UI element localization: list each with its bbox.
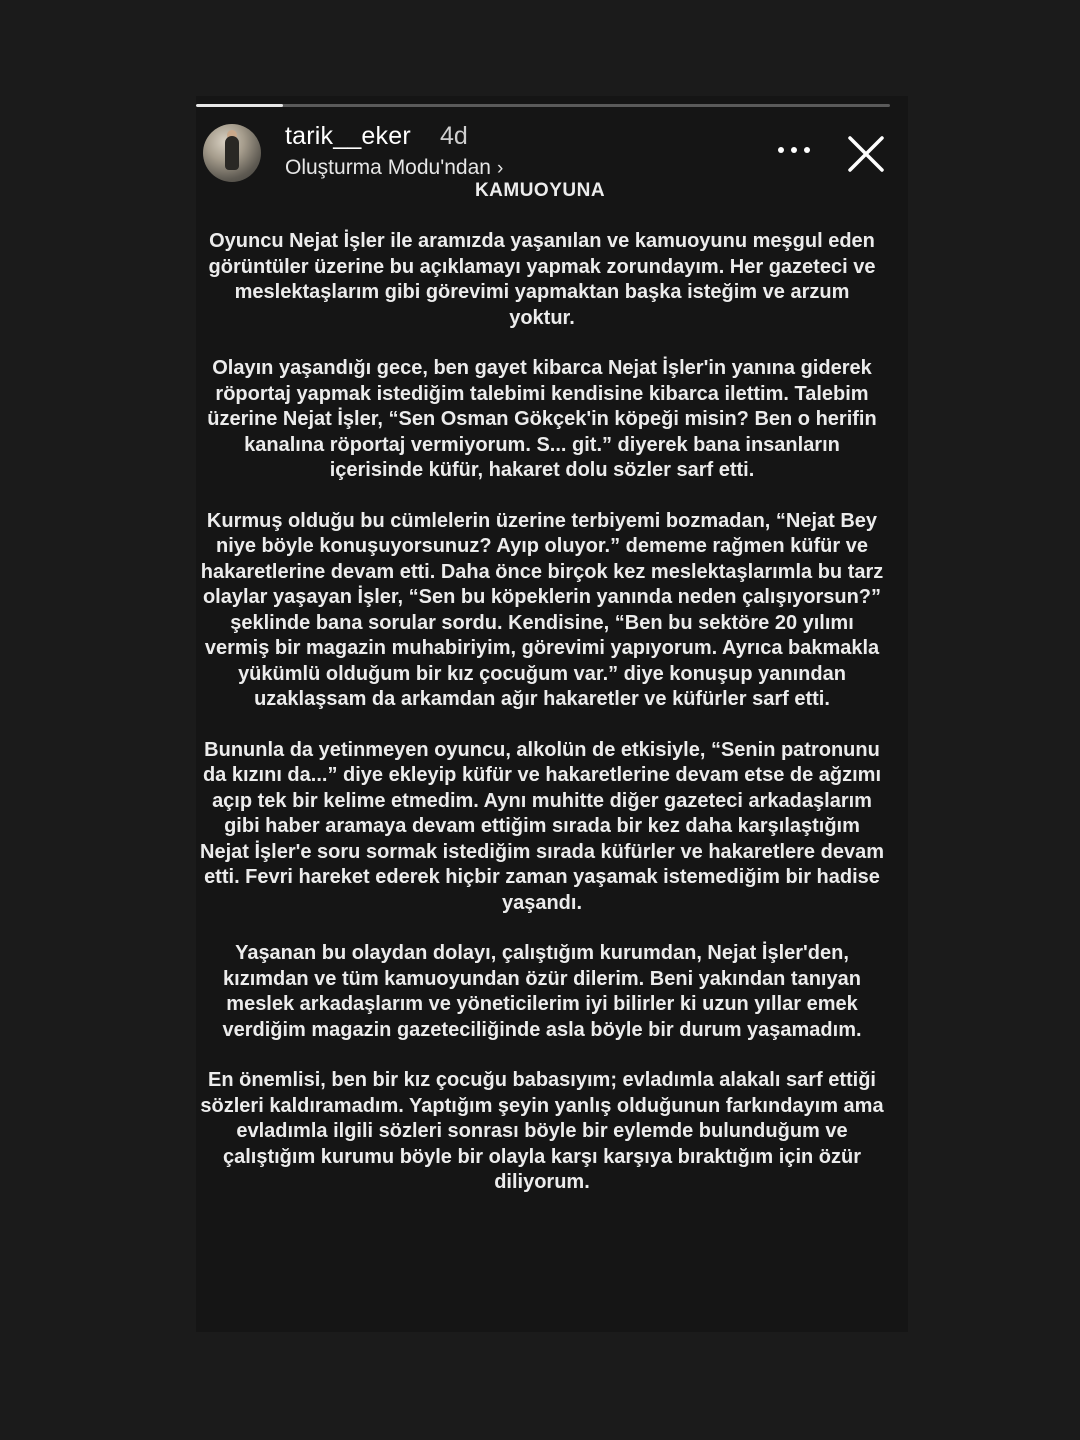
more-dot bbox=[778, 147, 784, 153]
creation-mode-label: Oluşturma Modu'ndan bbox=[285, 156, 491, 179]
post-time: 4d bbox=[440, 122, 468, 150]
more-dot bbox=[791, 147, 797, 153]
close-icon[interactable] bbox=[846, 134, 886, 174]
statement-paragraph: Oyuncu Nejat İşler ile aramızda yaşanılan ve kamuoyunu meşgul eden görüntüler üzerine bu açıklamayı yapmak zorundayım. Her gazeteci ve meslektaşlarım gibi görevimi yapmaktan başka isteğim ve arzum yoktur. bbox=[208, 230, 876, 329]
statement-paragraph: Bununla da yetinmeyen oyuncu, alkolün de etkisiyle, “Senin patronunu da kızını da...” diye ekleyip küfür ve hakaretlerine devam etse de ağzımı açıp tek bir kelime etmedim. Aynı muhitte diğer gazeteci arkadaşlarım gibi haber aramaya devam ettiğim sırada bir kez daha karşılaştığım Nejat İşler'e soru sormak istediğim sırada küfürler ve hakaretlere devam etti. Fevri hareket ederek hiçbir zaman yaşamak istemediğim bir hadise yaşandı. bbox=[200, 738, 884, 914]
creation-mode-link[interactable] bbox=[285, 156, 503, 180]
avatar-figure-body bbox=[225, 136, 239, 170]
statement-paragraph: Olayın yaşandığı gece, ben gayet kibarca Nejat İşler'in yanına giderek röportaj yapmak istediğim talebimi kendisine kibarca ilettim. Talebim üzerine Nejat İşler, “Sen Osman Gökçek'in köpeği misin? Ben o herifin kanalına röportaj vermiyorum. S... git.” diyerek bana insanların içerisinde küfür, hakaret dolu sözler sarf etti. bbox=[207, 357, 877, 481]
more-horizontal-icon[interactable] bbox=[778, 140, 810, 160]
story-viewer bbox=[196, 96, 908, 1332]
more-dot bbox=[804, 147, 810, 153]
statement-paragraph: Kurmuş olduğu bu cümlelerin üzerine terbiyemi bozmadan, “Nejat Bey niye böyle konuşuyorsunuz? Ayıp oluyor.” dememe rağmen küfür ve hakaretlerine devam etti. Daha önce birçok kez meslektaşlarımla bu tarz olaylar yaşayan İşler, “Sen bu köpeklerin yanında neden çalışıyorsun?” şeklinde bana sorular sordu. Kendisine, “Ben bu sektöre 20 yılımı vermiş bir magazin muhabiriyim, görevimi yapıyorum. Ayrıca bakmakla yükümlü olduğum bir kız çocuğum var.” diye konuşup yanından uzaklaşsam da arkamdan ağır hakaretler ve küfürler sarf etti. bbox=[200, 509, 884, 710]
username[interactable]: tarik__eker bbox=[285, 122, 411, 150]
statement-paragraph: Yaşanan bu olaydan dolayı, çalıştığım kurumdan, Nejat İşler'den, kızımdan ve tüm kamuoyundan özür dilerim. Beni yakından tanıyan meslek arkadaşlarım ve yöneticilerim iyi bilirler ki uzun yıllar emek verdiğim magazin gazeteciliğinde asla böyle bir durum yaşamadım. bbox=[222, 942, 862, 1041]
statement-paragraph: En önemlisi, ben bir kız çocuğu babasıyım; evladımla alakalı sarf ettiği sözleri kaldıramadım. Yaptığım şeyin yanlış olduğunun farkındayım ama evladımla ilgili sözleri sonrası böyle bir eylemde bulunduğum ve çalıştığım kurumu böyle bir olayla karşı karşıya bıraktığım için özür diliyorum. bbox=[200, 1069, 884, 1193]
statement-title: KAMUOYUNA bbox=[474, 180, 606, 201]
statement-body bbox=[200, 229, 884, 1221]
story-progress-bar bbox=[196, 104, 890, 107]
chevron-right-icon: › bbox=[496, 158, 504, 179]
story-progress-fill bbox=[196, 104, 283, 107]
avatar[interactable] bbox=[203, 124, 261, 182]
